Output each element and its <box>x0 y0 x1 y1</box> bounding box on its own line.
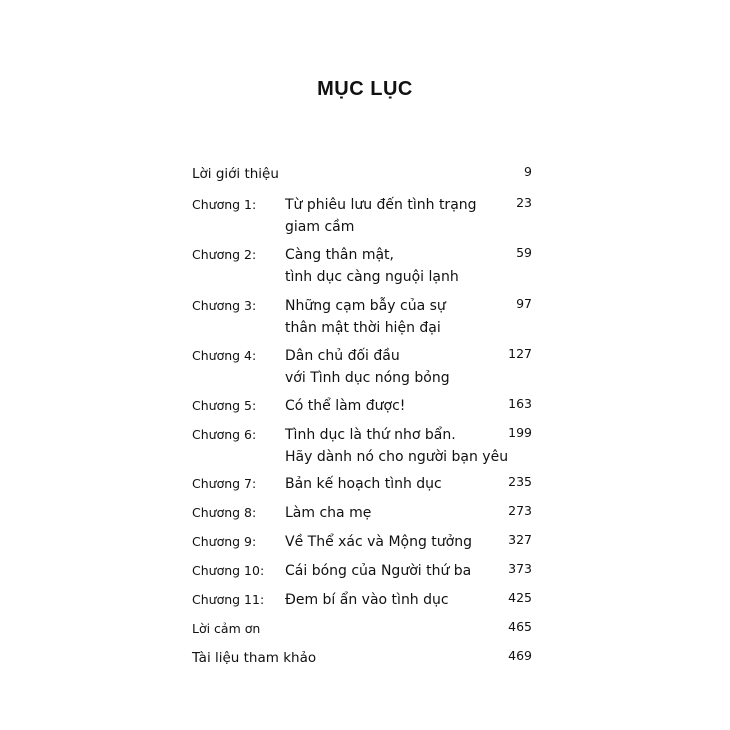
toc-entry-page: 465 <box>508 619 532 634</box>
toc-entry-title: Có thể làm được! <box>285 398 406 414</box>
toc-entry-label: Lời cảm ơn <box>192 621 261 636</box>
toc-entry-title: Làm cha mẹ <box>285 505 372 521</box>
toc-entry-page: 97 <box>516 296 532 311</box>
toc-entry-acknowledgements <box>0 618 730 642</box>
toc-entry-title: Từ phiêu lưu đến tình trạng giam cầm <box>285 197 477 235</box>
toc-entry-page: 273 <box>508 503 532 518</box>
toc-entry-page: 235 <box>508 474 532 489</box>
toc-entry-chapter-4 <box>0 345 730 386</box>
toc-entry-title: Về Thể xác và Mộng tưởng <box>285 534 472 550</box>
toc-entry-label: Tài liệu tham khảo <box>192 650 317 666</box>
toc-entry-page: 59 <box>516 245 532 260</box>
toc-entry-label: Chương 6: <box>192 427 257 442</box>
toc-entry-label: Chương 5: <box>192 398 257 413</box>
toc-entry-chapter-11 <box>0 589 730 613</box>
page-title: MỤC LỤC <box>317 78 413 100</box>
toc-entry-title: Cái bóng của Người thứ ba <box>285 563 472 579</box>
toc-entry-label: Chương 10: <box>192 563 265 578</box>
toc-entry-chapter-8 <box>0 502 730 526</box>
toc-entry-chapter-10 <box>0 560 730 584</box>
toc-entry-label: Chương 1: <box>192 197 257 212</box>
toc-entry-page: 425 <box>508 590 532 605</box>
toc-entry-chapter-5 <box>0 395 730 419</box>
toc-entry-label: Chương 11: <box>192 592 265 607</box>
toc-entry-label: Chương 7: <box>192 476 257 491</box>
toc-entry-chapter-9 <box>0 531 730 555</box>
toc-entry-page: 469 <box>508 648 532 663</box>
toc-entry-page: 373 <box>508 561 532 576</box>
toc-entry-title: Dân chủ đối đầu với Tình dục nóng bỏng <box>285 348 450 386</box>
toc-entry-page: 163 <box>508 396 532 411</box>
toc-entry-chapter-7 <box>0 473 730 497</box>
toc-entry-references <box>0 647 730 671</box>
toc-entry-chapter-2 <box>0 244 730 285</box>
toc-entry-chapter-3 <box>0 295 730 336</box>
toc-entry-page: 23 <box>516 195 532 210</box>
toc-entry-label: Chương 4: <box>192 348 257 363</box>
toc-entry-intro <box>0 163 730 187</box>
toc-entry-title: Đem bí ẩn vào tình dục <box>285 592 449 608</box>
toc-entry-page: 327 <box>508 532 532 547</box>
toc-entry-title: Bản kế hoạch tình dục <box>285 476 442 492</box>
toc-entry-label: Chương 8: <box>192 505 257 520</box>
toc-entry-page: 9 <box>524 164 532 179</box>
toc-entry-chapter-6 <box>0 424 730 465</box>
toc-entry-page: 199 <box>508 425 532 440</box>
toc-entry-title: Tình dục là thứ nhơ bẩn. Hãy dành nó cho người bạn yêu <box>285 427 509 465</box>
toc-entry-label: Chương 9: <box>192 534 257 549</box>
toc-entry-page: 127 <box>508 346 532 361</box>
toc-entry-label: Lời giới thiệu <box>192 166 279 182</box>
toc-entry-label: Chương 3: <box>192 298 257 313</box>
toc-entry-title: Càng thân mật, tình dục càng nguội lạnh <box>285 247 459 285</box>
toc-entry-label: Chương 2: <box>192 247 257 262</box>
toc-entry-chapter-1 <box>0 194 730 235</box>
toc-entry-title: Những cạm bẫy của sự thân mật thời hiện đại <box>285 298 446 336</box>
